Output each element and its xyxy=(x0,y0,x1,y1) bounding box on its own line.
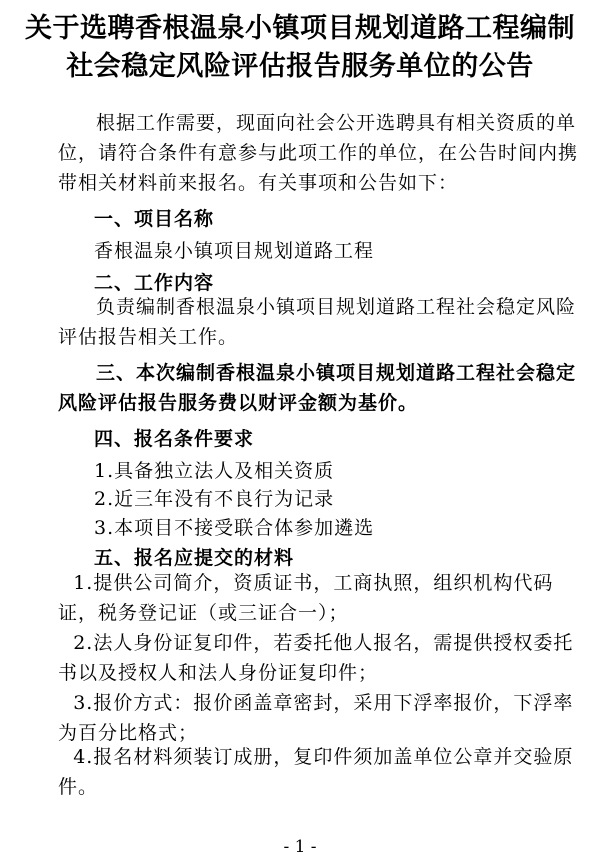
section-1-body: 香根温泉小镇项目规划道路工程 xyxy=(94,240,375,262)
section-4-heading: 四、报名条件要求 xyxy=(94,428,255,450)
intro-paragraph: 根据工作需要，现面向社会公开选聘具有相关资质的单位，请符合条件有意参与此项工作的单位，在公告时间内携带相关材料前来报名。有关事项和公告如下： xyxy=(58,112,579,194)
section-3-heading: 三、本次编制香根温泉小镇项目规划道路工程社会稳定风险评估报告服务费以财评金额为基价。 xyxy=(58,362,577,414)
section-5-item-3: 3.报价方式：报价函盖章密封，采用下浮率报价，下浮率为百分比格式； xyxy=(58,692,574,744)
section-2-body: 负责编制香根温泉小镇项目规划道路工程社会稳定风险评估报告相关工作。 xyxy=(58,296,577,348)
title-line-2: 社会稳定风险评估报告服务单位的公告 xyxy=(66,51,534,82)
section-4-item-1: 1.具备独立法人及相关资质 xyxy=(94,460,335,482)
page-number: - 1 - xyxy=(283,837,317,857)
section-5-item-4: 4.报名材料须装订成册，复印件须加盖单位公章并交验原件。 xyxy=(58,746,574,798)
section-5-item-2: 2.法人身份证复印件，若委托他人报名，需提供授权委托书以及授权人和法人身份证复印件； xyxy=(58,632,574,684)
section-4-item-2: 2.近三年没有不良行为记录 xyxy=(94,488,335,510)
section-2-heading: 二、工作内容 xyxy=(94,272,215,294)
section-4-item-3: 3.本项目不接受联合体参加遴选 xyxy=(94,517,375,539)
section-5-item-1: 1.提供公司简介，资质证书，工商执照，组织机构代码证，税务登记证（或三证合一）； xyxy=(58,572,554,624)
section-1-heading: 一、项目名称 xyxy=(94,208,215,230)
title-line-1: 关于选聘香根温泉小镇项目规划道路工程编制 xyxy=(25,13,575,44)
section-5-heading: 五、报名应提交的材料 xyxy=(94,547,295,569)
